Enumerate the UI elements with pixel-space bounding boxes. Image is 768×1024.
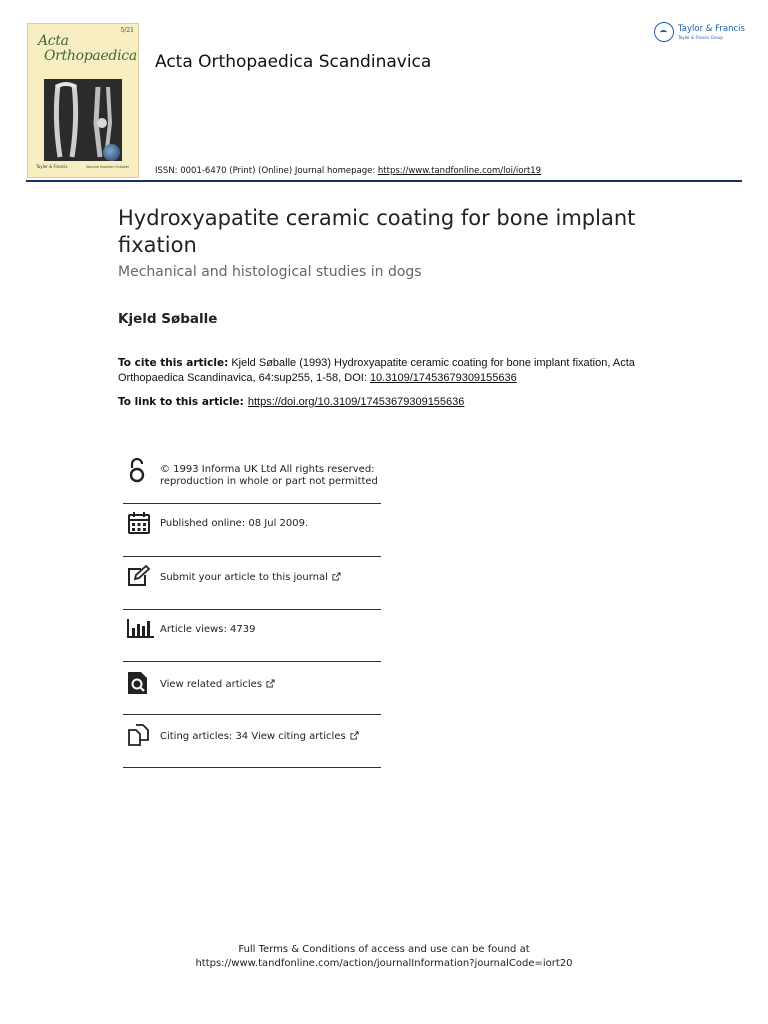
cover-globe-icon [103,144,120,161]
cite-text: Kjeld Søballe (1993) Hydroxyapatite ceramic coating for bone implant fixation, Acta Orthopaedica Scandinavica, 64:sup255, 1-58, DOI: [118,357,635,384]
footer-terms-link[interactable]: https://www.tandfonline.com/action/journalInformation?journalCode=iort20 [195,958,573,969]
copyright-line1: © 1993 Informa UK Ltd All rights reserved: [160,464,375,475]
bar-chart-icon [127,618,155,638]
published-date: Published online: 08 Jul 2009. [160,518,309,529]
info-divider [123,556,381,557]
cover-title-line1: Acta [38,33,69,49]
publisher-logo [654,22,746,48]
footer [0,943,768,971]
external-link-icon [266,679,275,688]
issn-text: ISSN: 0001-6470 (Print) (Online) Journal homepage: [155,166,378,176]
related-articles-link[interactable]: View related articles [160,679,263,690]
publisher-name: Taylor & Francis [678,24,745,34]
document-search-icon [127,671,149,695]
journal-homepage-link[interactable]: https://www.tandfonline.com/loi/iort19 [377,166,542,176]
open-lock-icon [127,458,147,484]
info-divider [123,661,381,662]
cover-publisher: Taylor & Francis [36,164,68,169]
external-link-icon [332,572,341,581]
cite-doi-link[interactable]: 10.3109/17453679309155636 [369,372,517,384]
info-divider [123,503,381,504]
submit-link[interactable]: Submit your article to this journal [160,572,328,583]
article-author: Kjeld Søballe [118,311,218,327]
cover-footer: Volume Number October [86,165,130,169]
footer-line1: Full Terms & Conditions of access and use can be found at [238,944,530,955]
header-divider [26,180,742,182]
cover-title-line2: Orthopaedica [44,48,137,64]
article-title: Hydroxyapatite ceramic coating for bone implant fixation [118,206,636,257]
link-label: To link to this article: [118,396,244,408]
info-divider [123,609,381,610]
journal-cover [27,23,139,178]
citing-articles-link[interactable]: Citing articles: 34 View citing articles [160,731,346,742]
cite-label: To cite this article: [118,357,229,369]
doi-link[interactable]: https://doi.org/10.3109/17453679309155636 [247,396,465,408]
info-divider [123,714,381,715]
article-subtitle: Mechanical and histological studies in dogs [118,264,422,280]
citation [118,356,678,386]
edit-icon [127,565,151,587]
cover-issue: 5/21 [120,27,134,34]
citing-documents-icon [127,723,151,747]
publisher-sub: Taylor & Francis Group [678,35,723,40]
article-views: Article views: 4739 [160,624,256,635]
article-link [118,396,464,408]
issn-line [155,166,541,176]
copyright-line2: reproduction in whole or part not permitted [160,476,378,487]
info-divider [123,767,381,768]
taylor-francis-logo-icon [654,22,674,42]
calendar-icon [127,511,151,535]
external-link-icon [350,731,359,740]
journal-title: Acta Orthopaedica Scandinavica [155,52,432,72]
